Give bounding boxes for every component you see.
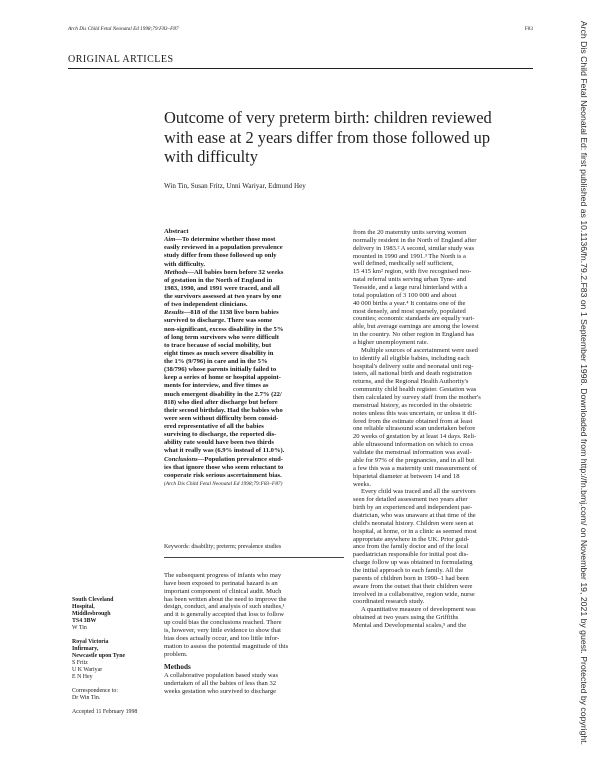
body-line: the initial approach to each family. All the [353,566,464,574]
methods-label: Methods— [164,268,195,276]
body-line: diatrician, who was unaware at that time of the [353,511,476,519]
body-line: ance from the family doctor and of the local [353,543,469,551]
abstract-line: eight times as much severe disability in [164,349,274,357]
abstract-line: of long term survivors who were difficult [164,333,279,341]
affiliation-line: Middlesbrough [72,611,111,617]
abstract-line: 818) who died after discharge but before [164,398,278,406]
affiliation-line: Infirmary, [72,646,99,652]
abstract-line: All babies born before 32 weeks [194,268,284,276]
body-line: A collaborative population based study was [164,672,279,680]
body-line: hospital, at home, or in a clinic as seemed most [353,527,477,535]
abstract-line: (38/796) whose parents initially failed to [164,366,277,374]
body-line: total population of 3 100 000 and about [353,291,457,299]
abstract-line: what it really was (6.9% instead of 11.0%). [164,447,285,455]
body-line: most densely, and most sparsely, populated [353,307,466,315]
body-line: problem. [164,650,188,658]
body-line: have been exposed to perinatal hazard is an [164,579,278,587]
right-column [353,229,533,630]
body-line: isters, all national birth and death registration [353,370,472,378]
results-label: Results— [164,309,191,317]
body-line: child's neonatal history. Children were seen at [353,519,474,527]
abstract-line: survived to discharge. There was some [164,317,273,325]
abstract-line: cooperate risk serious ascertainment bias. [164,471,282,479]
body-line: 20 weeks of gestation by at least 14 days. Reli- [353,433,477,441]
body-line: a few this was a maternity unit measurement of [353,464,477,472]
body-line: menstrual history, as recorded in the obstetric [353,401,473,409]
correspondence-label: Correspondence to: [72,688,118,694]
abstract-line: keep a series of home or hospital appoint- [164,374,281,382]
title-line: with ease at 2 years differ from those followed up [164,127,491,147]
abstract-line: study differ from those followed up only [164,252,277,260]
body-line: returns, and the Regional Health Authority's [353,378,469,386]
body-line: one reliable ultrasound scan undertaken before [353,425,476,433]
correspondence-name: Dr Win Tin. [72,695,101,701]
body-line: Teesside, and a large rural hinterland with a [353,284,468,292]
body-line: involved in a collaborative, region wide, nurse [353,590,475,598]
keywords: Keywords: disability; preterm; prevalence studies [164,544,282,550]
body-line: seen for detailed assessment two years after [353,496,468,504]
body-line: in the country. No other region in England has [353,331,475,339]
affiliation-line: South Cleveland [72,597,114,603]
body-line: mation to assess the potential magnitude of this [164,642,289,650]
body-line: The subsequent progress of infants who may [164,572,282,579]
abstract [164,228,342,488]
body-line: paediatrician responsible for initial post dis- [353,551,469,559]
body-line: is, however, very little evidence to show that [164,627,282,635]
body-line: important component of clinical audit. Much [164,587,282,595]
abstract-line: easily reviewed in a population prevalence [164,244,283,252]
abstract-line: their second birthday. Had the babies who [164,406,283,414]
section-rule [68,68,533,69]
affiliation-line: Newcastle upon Tyne [72,653,126,659]
body-line: Every child was traced and all the survivors [361,488,476,496]
body-line: able ultrasound information on which to cross [353,441,474,449]
body-line: up could bias the conclusions reached. There [164,619,282,627]
abstract-line: ered representative of all the babies [164,423,264,430]
affiliation-line: Hospital, [72,604,95,610]
body-line: biparietal diameter at between 14 and 18 [353,472,460,480]
body-line: fered from the estimate obtained from at least [353,417,473,425]
body-line: able for 97% of the pregnancies, and in all but [353,456,475,464]
author-list: Win Tin, Susan Fritz, Unni Wariyar, Edmund Hey [164,182,306,190]
title-line: with difficulty [164,147,258,166]
body-line: coordinated research study. [353,598,425,606]
running-head [68,26,533,32]
body-line: a higher unemployment rate. [353,339,429,347]
affiliation-author: W Tin [72,625,87,631]
affiliation-author: U K Wariyar [72,667,103,673]
body-line: delivery in 1983.² A second, similar study was [353,244,475,252]
abstract-line: ments for interview, and five times as [164,382,269,390]
abstract-line: ies that ignore those who seem reluctant to [164,463,284,471]
body-line: able, but average earnings are among the lowest [353,323,479,331]
body-line: 15 415 km² region, with five recognised neo- [353,268,472,276]
accepted-date: Accepted 11 February 1998 [72,709,138,715]
abstract-line: To determine whether those most [181,236,276,244]
body-line: bias does actually occur, and too little infor- [164,634,280,642]
title-line: Outcome of very preterm birth: children reviewed [164,108,492,127]
body-line: and it is generally accepted that loss to follow [164,611,284,619]
body-line: design, conduct, and analysis of such studies,¹ [164,603,285,611]
affiliation-line: TS4 3BW [72,618,97,624]
body-line: weeks gestation who survived to discharge [164,688,277,696]
abstract-line: with difficulty. [164,260,206,268]
conclusions-label: Conclusions— [164,455,205,463]
affiliation-line: Royal Victoria [72,639,109,645]
abstract-line: ability rate would have been two thirds [164,439,274,447]
body-line: charge follow up was obtained in formulating [353,559,473,567]
body-line: 40 000 births a year.⁴ It contains one of the [353,299,466,307]
abstract-line: Population prevalence stud- [204,455,283,463]
body-line: normally resident in the North of England after [353,236,477,244]
intro-column [164,572,344,696]
body-line: notes unless this was uncertain, or unless it dif- [353,409,477,417]
abstract-heading: Abstract [164,228,189,235]
body-line: mounted in 1990 and 1991.³ The North is a [353,252,466,260]
affiliation-author: S Fritz [72,660,88,666]
body-line: weeks. [353,480,371,488]
body-line: from the 20 maternity units serving women [353,229,467,236]
body-line: validate the menstrual information was avail- [353,449,472,457]
body-line: A quantitative measure of development was [361,606,476,614]
abstract-line: the 1% (9/796) in care and in the 5% [164,358,268,365]
body-line: well defined, medically self sufficient, [353,260,454,268]
body-line: birth by an experienced and independent pae- [353,504,473,512]
body-line: parents of children born in 1990–1 had been [353,574,469,582]
body-line: natal referral units serving urban Tyne- and [353,276,467,284]
body-line: appropriate anywhere in the UK. Prior guid- [353,535,470,543]
body-line: community child health register. Gestation was [353,386,477,394]
abstract-line: the survivors assessed at two years by one [164,293,282,300]
abstract-citation: (Arch Dis Child Fetal Neonatal Ed 1998;79:F83–F87) [164,480,283,487]
abstract-line: much emergent disability in the 2.7% (22/ [164,390,282,398]
abstract-line: of two independent clinicians. [164,301,248,309]
affiliation-author: E N Hey [72,674,93,680]
article-title [164,108,544,167]
body-line: obtained at two years using the Griffiths [353,614,459,622]
body-line: has been written about the need to improve the [164,595,287,603]
abstract-line: surviving to discharge, the reported dis- [164,431,277,439]
abstract-line: 1983, 1990, and 1991 were traced, and all [164,284,280,292]
aim-label: Aim— [164,236,182,244]
body-line: to identify all eligible babies, including each [353,354,470,362]
abstract-line: of gestation in the North of England in [164,276,273,284]
body-line: counties; economic standards are equally vari- [353,315,475,323]
section-label: ORIGINAL ARTICLES [68,54,174,65]
side-copyright-note: Arch Dis Child Fetal Neonatal Ed: first published as 10.1136/fn.79.2.F83 on 1 September 1998. Downloaded from http://fn.bmj.com/ on November 19, 2021 by guest. Protected by copyright. [579,20,589,746]
body-line: aware from the outset that their children were [353,582,473,590]
journal-citation: Arch Dis Child Fetal Neonatal Ed 1998;79:F83–F87 [68,26,179,32]
body-line: then calculated by survey staff from the mother's [353,394,481,402]
body-line: undertaken of all the babies of less than 32 [164,680,276,688]
page-number: F83 [524,26,533,32]
abstract-line: were seen without difficulty been consid- [164,414,279,422]
affiliations [72,597,162,716]
abstract-line: non-significant, excess disability in the 5% [164,325,284,333]
methods-heading: Methods [164,663,191,672]
body-line: Multiple sources of ascertainment were used [361,346,478,354]
keywords-rule [164,557,344,558]
abstract-line: 818 of the 1138 live born babies [190,309,279,317]
body-line: hospital's delivery suite and neonatal unit reg- [353,362,474,370]
abstract-line: to trace because of social mobility, but [164,341,272,349]
body-line: Mental and Developmental scales,⁵ and the [353,621,467,629]
